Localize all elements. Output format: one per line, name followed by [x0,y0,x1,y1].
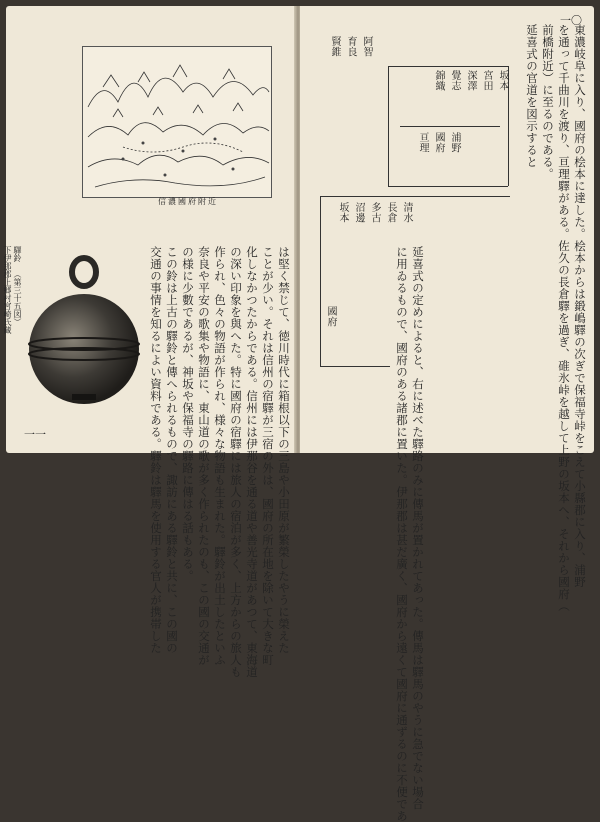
text-column: の様に少數であるが、神坂や保福寺の驛路に傳はる話もある。 [181,246,195,582]
station-label: 長倉 [385,202,396,223]
station-label: 沼邊 [353,202,364,223]
text-column: 東濃岐阜に入り、國府の桧本に達した。桧本からは鍛嶋驛の次ぎで保福寺峠をこえて小縣郡に入り、浦野 [573,24,587,588]
station-label: 賢錐 [329,36,340,57]
station-label: 阿智 [361,36,372,57]
station-label: 育良 [345,36,356,57]
text-column: の深い印象を與へた。特に國府の宿驛には旅人の宿泊が多く、上方からの旅人も [229,246,243,678]
page-number-right: 一〇 [560,14,582,27]
map-caption: 信濃國府附近 [158,197,218,206]
station-label: 浦野 [449,132,460,153]
station-label: 坂本 [497,70,508,91]
text-column: に用ゐるもので、國府のある諸郡に置いた。伊那郡は甚だ廣く、國府から遠くて國府に通ずるのに不便であ [395,246,409,822]
station-label: 宮田 [481,70,492,91]
station-label: 坂本 [337,202,348,223]
text-column: 前橋附近）に至るのである。 [541,24,555,180]
right-page [300,6,594,822]
station-label: 錦織 [433,70,444,91]
station-label: 國府 [325,306,336,327]
station-label: 多古 [369,202,380,223]
text-column: 奈良や平安の歌集や物語に、東山道の歌が多く作られたのも、この國の交通が [197,246,211,666]
station-label: 國府 [433,132,444,153]
mountain-map-drawing [83,47,271,197]
text-column: を通って千曲川を渡り、亘理驛がある。佐久の長倉驛を過ぎ、碓氷峠を越して上野の坂本へ、それから國府（ [557,24,571,612]
station-label: 清水 [401,202,412,223]
text-column: 交通の事情を知るによい資料である。驛鈴は驛馬を使用する官人が携帯した [149,246,163,654]
bell-caption-source: 下伊那郡上郷村宮崎氏藏 [3,246,12,334]
bell-caption-title: 驛鈴 [13,246,22,262]
text-column: 延喜式の官道を図示すると [525,24,539,168]
text-column: この鈴は上古の驛鈴と傳へられるもので、諏訪にある驛鈴と共に、この國の [165,246,179,654]
bell-caption-note: （第三十五図） [13,270,22,326]
station-label: 亘理 [417,132,428,153]
text-column: 化しなかつたからである。信州には伊那谷を通る道や善光寺道があつて、東海道 [245,246,259,678]
text-column: 延喜式の定めによると、右に述べた驛路のみに傳馬が置かれてあった。傳馬は驛馬のやうに急でない場合 [411,246,425,810]
station-label: 深澤 [465,70,476,91]
text-column: は堅く禁じて、徳川時代に箱根以下の三島や小田原が繁榮したやうに榮えた [277,246,291,654]
text-column: ことが少い。それは信州の宿驛が三宿の外は、國府の所在地を除いて大きな町 [261,246,275,666]
map-illustration [82,46,272,198]
text-column: 作られ、色々の物語が作られ、様々な物語も生まれた。驛鈴が出土したといふ [213,246,227,666]
page-number-left: 一一 [24,428,46,441]
bell-photo [22,244,142,424]
station-label: 覺志 [449,70,460,91]
left-page [3,6,296,678]
